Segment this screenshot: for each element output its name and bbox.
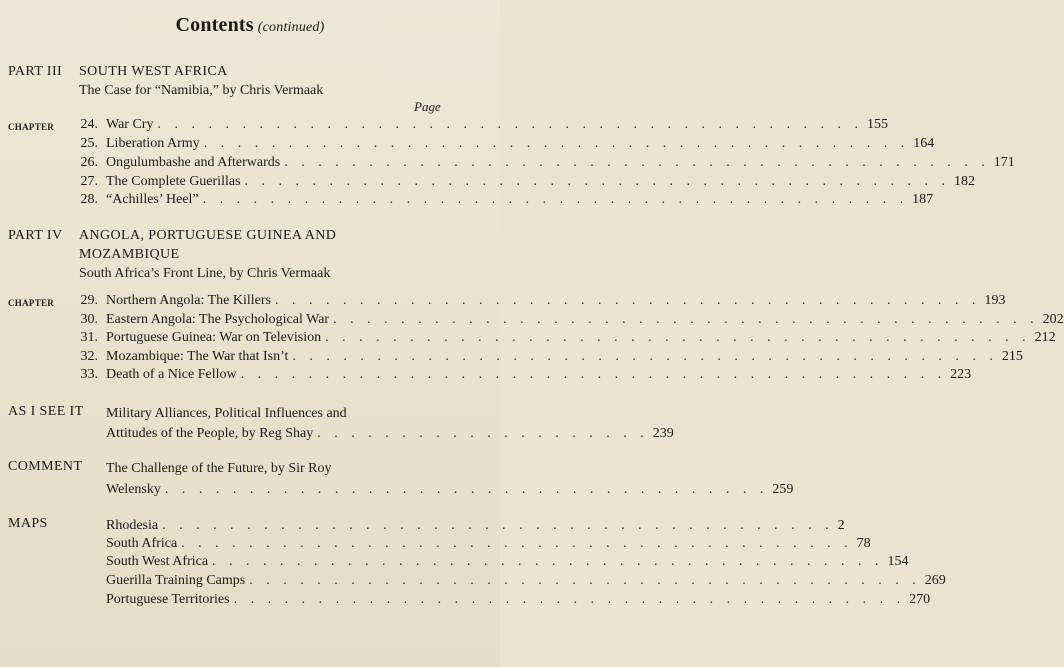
leader-dots: . . . . . . . . . . . . . . . . . . . . . . . . . . . . . . . . . . . . . . . . . .: [284, 155, 990, 170]
map-title: Guerilla Training Camps: [106, 573, 246, 588]
chapter-title: “Achilles’ Heel”: [106, 192, 199, 207]
toc-entry: [106, 192, 934, 208]
toc-row[interactable]: [0, 155, 1015, 173]
comment-line-1: The Challenge of the Future, by Sir Roy: [106, 461, 332, 476]
leader-dots: . . . . . . . . . . . . . . . . . . . . . . . . . . . . . . . . . . . . . . . . . .: [203, 136, 910, 151]
toc-entry: [106, 330, 1056, 346]
map-title: South Africa: [106, 536, 178, 551]
leader-dots: . . . . . . . . . . . . . . . . . . . . . . . . . . . . . . . . . . . .: [164, 482, 769, 497]
page-title: [0, 14, 500, 37]
page-number: 223: [950, 367, 972, 382]
toc-row[interactable]: [0, 174, 976, 192]
chapter-number: 30.: [80, 312, 98, 327]
part-4-title-line-1: ANGOLA, PORTUGUESE GUINEA AND: [79, 228, 337, 243]
as-i-see-it-line-2: Attitudes of the People, by Reg Shay: [106, 426, 314, 441]
page-number: 154: [887, 554, 909, 569]
chapter-number: 27.: [80, 174, 98, 189]
toc-row[interactable]: [0, 367, 972, 385]
page-number: 155: [866, 117, 888, 132]
page-number: 171: [993, 155, 1015, 170]
chapter-title: War Cry: [106, 117, 154, 132]
chapter-number: 28.: [80, 192, 98, 207]
page-number: 259: [772, 482, 794, 497]
page-number: 187: [912, 192, 934, 207]
page-number: 2: [837, 518, 845, 533]
page-number: 78: [856, 536, 871, 551]
chapter-number: 26.: [80, 155, 98, 170]
leader-dots: . . . . . . . . . . . . . . . . . . . . . . . . . . . . . . . . . . . . . . . .: [212, 554, 884, 569]
page-number: 269: [924, 573, 946, 588]
toc-entry: [106, 155, 1015, 171]
toc-entry: [106, 312, 1064, 328]
chapter-number: 31.: [80, 330, 98, 345]
leader-dots: . . . . . . . . . . . . . . . . . . . . . . . . . . . . . . . . . . . . . . . .: [181, 536, 853, 551]
leader-dots: . . . . . . . . . . . . . . . . . . . .: [317, 426, 649, 441]
leader-dots: . . . . . . . . . . . . . . . . . . . . . . . . . . . . . . . . . . . . . . . .: [249, 573, 921, 588]
chapter-number: 25.: [80, 136, 98, 151]
toc-entry: [106, 367, 972, 383]
part-4-title-line-2: MOZAMBIQUE: [79, 247, 180, 262]
leader-dots: . . . . . . . . . . . . . . . . . . . . . . . . . . . . . . . . . . . . . . . . . .: [292, 349, 998, 364]
chapter-title: Eastern Angola: The Psychological War: [106, 312, 330, 327]
chapter-number: 29.: [80, 293, 98, 308]
page-number: 182: [954, 174, 976, 189]
toc-row[interactable]: [0, 192, 934, 210]
chapter-title: Liberation Army: [106, 136, 200, 151]
page-number: 239: [652, 426, 674, 441]
chapter-number: 33.: [80, 367, 98, 382]
toc-row[interactable]: [0, 117, 888, 135]
leader-dots: . . . . . . . . . . . . . . . . . . . . . . . . . . . . . . . . . . . . . . . . . .: [244, 174, 951, 189]
chapter-title: Mozambique: The War that Isn’t: [106, 349, 289, 364]
chapter-title: The Complete Guerillas: [106, 174, 241, 189]
as-i-see-it-entry[interactable]: [106, 423, 674, 444]
toc-row[interactable]: [0, 349, 1023, 367]
map-title: Portuguese Territories: [106, 592, 230, 607]
part-3-subtitle: The Case for “Namibia,” by Chris Vermaak: [79, 83, 324, 98]
comment-label: COMMENT: [8, 459, 83, 474]
chapter-number: 32.: [80, 349, 98, 364]
page-number: 202: [1042, 312, 1064, 327]
page-number: 212: [1034, 330, 1056, 345]
chapter-title: Portuguese Guinea: War on Television: [106, 330, 322, 345]
map-entry[interactable]: [106, 551, 909, 572]
toc-entry: [106, 174, 976, 190]
toc-entry: [106, 136, 935, 152]
part-3-label: PART III: [8, 64, 63, 79]
leader-dots: . . . . . . . . . . . . . . . . . . . . . . . . . . . . . . . . . . . . . . . . . .: [275, 293, 981, 308]
comment-line-2: Welensky: [106, 482, 161, 497]
contents-heading: Contents: [175, 14, 254, 36]
part-4-subtitle: South Africa’s Front Line, by Chris Vermaak: [79, 266, 331, 281]
page-number: 193: [984, 293, 1006, 308]
chapter-title: Ongulumbashe and Afterwards: [106, 155, 281, 170]
map-title: Rhodesia: [106, 518, 159, 533]
page-column-heading: Page: [414, 99, 441, 114]
toc-row[interactable]: [0, 312, 1064, 330]
maps-label: MAPS: [8, 516, 48, 531]
part-4-label: PART IV: [8, 228, 63, 243]
toc-entry: [106, 293, 1006, 309]
leader-dots: . . . . . . . . . . . . . . . . . . . . . . . . . . . . . . . . . . . . . . . .: [233, 592, 906, 607]
page-number: 270: [909, 592, 931, 607]
part-3-title: SOUTH WEST AFRICA: [79, 64, 228, 79]
toc-entry: [106, 117, 888, 133]
toc-entry: [106, 349, 1023, 365]
leader-dots: . . . . . . . . . . . . . . . . . . . . . . . . . . . . . . . . . . . . . . . . . .: [325, 330, 1031, 345]
leader-dots: . . . . . . . . . . . . . . . . . . . . . . . . . . . . . . . . . . . . . . . . . .: [240, 367, 947, 382]
chapter-number: 24.: [80, 117, 98, 132]
chapter-title: Northern Angola: The Killers: [106, 293, 271, 308]
leader-dots: . . . . . . . . . . . . . . . . . . . . . . . . . . . . . . . . . . . . . . . . . .: [333, 312, 1039, 327]
as-i-see-it-line-1: Military Alliances, Political Influences and: [106, 406, 347, 421]
continued-note: (continued): [257, 20, 325, 35]
chapter-label-part-4: CHAPTER: [8, 298, 55, 308]
map-entry[interactable]: [106, 570, 946, 591]
toc-row[interactable]: [0, 136, 935, 154]
leader-dots: . . . . . . . . . . . . . . . . . . . . . . . . . . . . . . . . . . . . . . . . . .: [202, 192, 909, 207]
comment-entry[interactable]: [106, 479, 794, 500]
chapter-label-part-3: CHAPTER: [8, 122, 55, 132]
toc-row[interactable]: [0, 293, 1006, 311]
leader-dots: . . . . . . . . . . . . . . . . . . . . . . . . . . . . . . . . . . . . . . . .: [162, 518, 834, 533]
map-entry[interactable]: [106, 589, 931, 610]
as-i-see-it-label: AS I SEE IT: [8, 404, 84, 419]
leader-dots: . . . . . . . . . . . . . . . . . . . . . . . . . . . . . . . . . . . . . . . . . .: [157, 117, 863, 132]
page-number: 164: [913, 136, 935, 151]
map-title: South West Africa: [106, 554, 209, 569]
toc-row[interactable]: [0, 330, 1056, 348]
page-number: 215: [1001, 349, 1023, 364]
chapter-title: Death of a Nice Fellow: [106, 367, 237, 382]
